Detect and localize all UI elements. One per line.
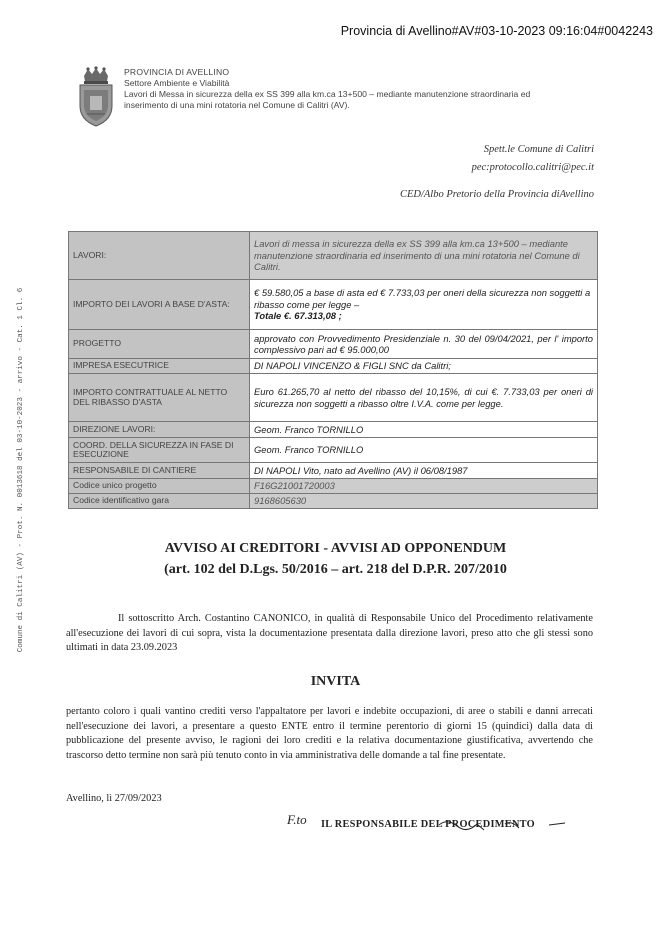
importo-label: IMPORTO DEI LAVORI A BASE D'ASTA: (69, 280, 250, 330)
table-row (69, 422, 598, 438)
coord-value: Geom. Franco TORNILLO (250, 438, 598, 463)
body-paragraph: pertanto coloro i quali vantino crediti verso l'appaltatore per lavori e indebite occupazioni, di aree o stabili e danni arrecati nell'esecuzione dei lavori, a presentare a questo ENTE entro il termine perentorio di giorni 15 (quindici) dalla data di pubblicazione del presente avviso, le ragioni dei loro crediti e la relativa documentazione giustificativa, avvertendo che trascorso detto termine non sarà più tenuto conto in via amministrativa delle domande a tal fine presentate. (66, 706, 593, 761)
province-crest-icon (76, 66, 116, 128)
cig-label: Codice identificativo gara (69, 494, 250, 509)
table-row (69, 479, 598, 494)
cup-value: F16G21001720003 (250, 479, 598, 494)
protocol-stamp: Provincia di Avellino#AV#03-10-2023 09:16:04#0042243 (340, 24, 653, 38)
subject-line-1: Lavori di Messa in sicurezza della ex SS 399 alla km.ca 13+500 – mediante manutenzione straordinaria ed (124, 89, 531, 99)
importo-value: € 59.580,05 a base di asta ed € 7.733,03 per oneri della sicurezza non soggetti a ribasso come per legge – (254, 287, 591, 310)
progetto-value: approvato con Provvedimento Presidenziale n. 30 del 09/04/2021, per l' importo complessivo pari ad € 95.000,00 (250, 330, 598, 359)
coord-label: COORD. DELLA SICUREZZA IN FASE DI ESECUZIONE (69, 438, 250, 463)
direzione-value: Geom. Franco TORNILLO (250, 422, 598, 438)
institution-name: PROVINCIA DI AVELLINO (124, 67, 230, 77)
department-name: Settore Ambiente e Viabilità (124, 78, 230, 88)
importo-cell (250, 280, 598, 330)
invita-heading: INVITA (310, 674, 361, 689)
table-row (69, 232, 598, 280)
intro-paragraph: Il sottoscritto Arch. Costantino CANONICO, in qualità di Responsabile Unico del Procedimento relativamente all'esecuzione dei lavori di cui sopra, vista la documentazione presentata dalla direzione lavori, preso atto che gli stessi sono ultimati in data 23.09.2023 (66, 613, 593, 653)
signature-title: IL RESPONSABILE DEL PROCEDIMENTO (321, 819, 535, 830)
responsabile-value: DI NAPOLI Vito, nato ad Avellino (AV) il 06/08/1987 (250, 463, 598, 479)
table-row (69, 374, 598, 422)
direzione-label: DIREZIONE LAVORI: (69, 422, 250, 438)
addressee-albo: CED/Albo Pretorio della Provincia diAvellino (399, 189, 594, 200)
table-row (69, 463, 598, 479)
impresa-value: DI NAPOLI VINCENZO & FIGLI SNC da Calitri; (250, 359, 598, 374)
cup-label: Codice unico progetto (69, 479, 250, 494)
addressee-pec: pec:protocollo.calitri@pec.it (471, 162, 594, 173)
subject-line-2: inserimento di una mini rotatoria nel Comune di Calitri (AV). (124, 100, 350, 110)
importo-total: Totale €. 67.313,08 ; (254, 310, 342, 322)
signature-scribble-icon (287, 812, 587, 842)
table-row (69, 494, 598, 509)
cig-value: 9168605630 (250, 494, 598, 509)
letterhead (124, 67, 594, 111)
place-date: Avellino, lì 27/09/2023 (66, 793, 162, 804)
lavori-value: Lavori di messa in sicurezza della ex SS 399 alla km.ca 13+500 – mediante manutenzione straordinaria ed inserimento di una mini rotatoria nel Comune di Calitri. (250, 232, 598, 280)
table-row (69, 359, 598, 374)
contratto-label: IMPORTO CONTRATTUALE AL NETTO DEL RIBASSO D'ASTA (69, 374, 250, 422)
notice-legal-reference: (art. 102 del D.Lgs. 50/2016 – art. 218 del D.P.R. 207/2010 (164, 562, 507, 577)
addressee-block (472, 141, 594, 177)
works-info-table (68, 231, 598, 509)
table-row (69, 330, 598, 359)
notice-title: AVVISO AI CREDITORI - AVVISI AD OPPONENDUM (164, 541, 507, 556)
signature-block (287, 812, 587, 842)
responsabile-label: RESPONSABILE DI CANTIERE (69, 463, 250, 479)
addressee-comune: Spett.le Comune di Calitri (483, 144, 594, 155)
lavori-label: LAVORI: (69, 232, 250, 280)
table-row (69, 438, 598, 463)
progetto-label: PROGETTO (69, 330, 250, 359)
signature-prefix: F.to (287, 812, 307, 827)
contratto-value: Euro 61.265,70 al netto del ribasso del 10,15%, di cui €. 7.733,03 per oneri di sicurezza non soggetti a ribasso oltre I.V.A. come per legge. (250, 374, 598, 422)
impresa-label: IMPRESA ESECUTRICE (69, 359, 250, 374)
side-stamp-text: Comune di Calitri (AV) - Prot. N. 0013618 del 03-10-2023 - arrivo - Cat. 1 Cl. 6 (17, 287, 25, 653)
table-row (69, 280, 598, 330)
